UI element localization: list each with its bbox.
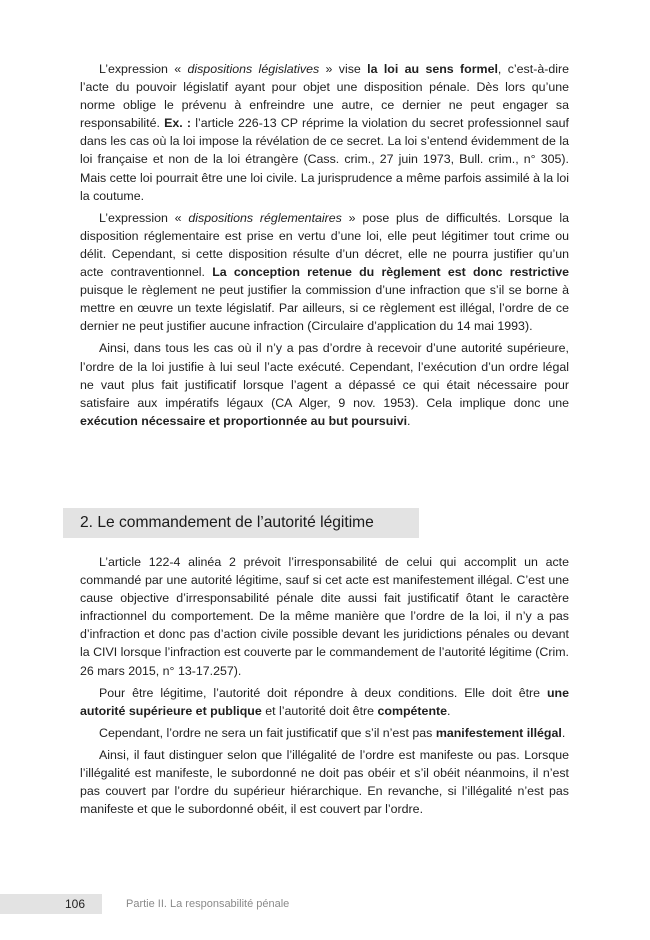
paragraph-ordre-de-la-loi: Ainsi, dans tous les cas où il n’y a pas d’ordre à recevoir d’une autorité supérieure, l’ordre de la loi justifie à lui seul l’acte exécuté. Cependant, l’exécution d’un ordre légal ne vaut plus fait justificatif lorsque l’agent a dépassé ce qui était nécessaire pour satisfaire aux impératifs légaux (CA Alger, 9 nov. 1953). Cela implique donc une exécution nécessaire et proportionnée au but poursuivi. xyxy=(80,341,569,428)
paragraph-manifestement-illegal: Cependant, l’ordre ne sera un fait justificatif que s’il n’est pas manifestement illégal. xyxy=(99,725,566,740)
section-text xyxy=(80,553,569,822)
paragraph-article-122-4: L’article 122-4 alinéa 2 prévoit l’irresponsabilité de celui qui accomplit un acte commandé par une autorité légitime, sauf si cet acte est manifestement illégal. C’est une cause objective d’irresponsabilité pénale dite aussi fait justificatif ôtant le caractère infractionnel du comportement. De la même manière que l’ordre de la loi, il n’y a pas d’infraction et donc pas d’action civile possible devant les juridictions pénales ou devant la CIVI lorsque l’infraction est couverte par le commandement de l’autorité légitime (Crim. 26 mars 2015, n° 13-17.257). xyxy=(80,555,569,678)
section-heading: 2. Le commandement de l’autorité légitime xyxy=(63,508,419,538)
paragraph-dispositions-reglementaires: L’expression « dispositions réglementaires » pose plus de difficultés. Lorsque la disposition réglementaire est prise en vertu d’une loi, elle peut légitimer tout crime ou délit. Cependant, si cette disposition résulte d’un décret, elle ne pourra justifier qu’un acte contraventionnel. La conception retenue du règlement est donc restrictive puisque le règlement ne peut justifier la commission d’une infraction que s’il se borne à mettre en œuvre un texte législatif. Par ailleurs, si ce règlement est illégal, l’ordre de ce dernier ne peut justifier aucune infraction (Circulaire d’application du 14 mai 1993). xyxy=(80,210,570,334)
paragraph-dispositions-legislatives: L’expression « dispositions législatives » vise la loi au sens formel, c’est-à-dire l’acte du pouvoir législatif ayant pour objet une disposition pénale. Dès lors qu’une norme oblige le prévenu à enfreindre une autre, ce dernier ne peut engager sa responsabilité. Ex. : l’article 226-13 CP réprime la violation du secret professionnel sauf dans les cas où la loi impose la révélation de ce secret. La loi s’entend évidemment de la loi française et non de la loi étrangère (Cass. crim., 27 juin 1973, Bull. crim., n° 305). Mais cette loi pourrait être une loi civile. La jurisprudence a même parfois assimilé à la loi la coutume. xyxy=(80,62,569,203)
running-title: Partie II. La responsabilité pénale xyxy=(126,898,290,910)
paragraph-conditions: Pour être légitime, l’autorité doit répondre à deux conditions. Elle doit être une autorité supérieure et publique et l’autorité doit être compétente. xyxy=(80,685,569,718)
main-text xyxy=(80,60,569,434)
paragraph-distinction: Ainsi, il faut distinguer selon que l’illégalité de l’ordre est manifeste ou pas. Lorsque l’illégalité est manifeste, le subordonné ne doit pas obéir et s’il obéit néanmoins, il n’est pas couvert par l’ordre du supérieur hiérarchique. En revanche, si l’illégalité n’est pas manifeste et que le subordonné obéit, il est couvert par l’ordre. xyxy=(80,747,569,817)
page-footer xyxy=(0,894,650,914)
page-number: 106 xyxy=(0,894,102,914)
